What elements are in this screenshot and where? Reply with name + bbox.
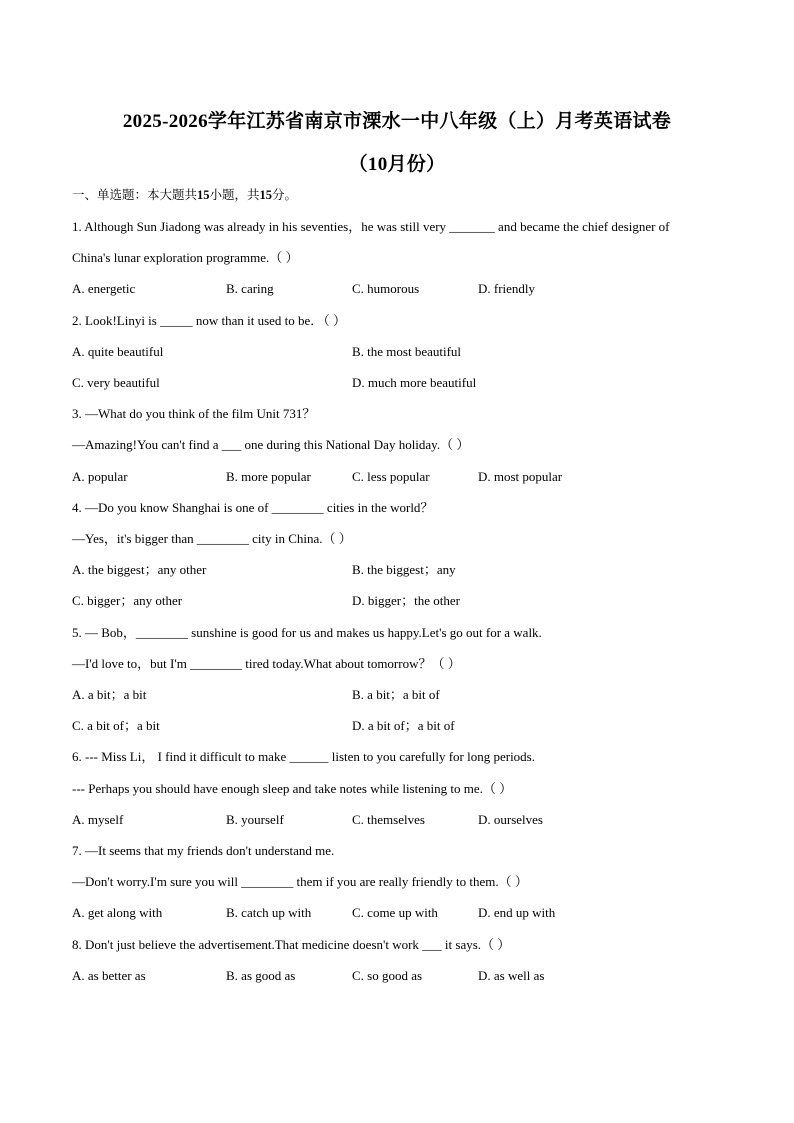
question-8-option-c: C. so good as bbox=[352, 968, 423, 983]
question-6-option-b: B. yourself bbox=[226, 812, 284, 827]
question-1-option-c: C. humorous bbox=[352, 281, 420, 296]
question-5-option-b: B. a bit；a bit of bbox=[352, 687, 440, 702]
question-3-stem-line: —Amazing!You can't find a ___ one during this National Day holiday.（ ） bbox=[72, 437, 470, 452]
question-1-option-d: D. friendly bbox=[478, 281, 536, 296]
question-6-stem-line: --- Perhaps you should have enough sleep and take notes while listening to me.（ ） bbox=[72, 781, 513, 796]
question-4-option-a: A. the biggest；any other bbox=[72, 562, 207, 577]
question-8-option-a: A. as better as bbox=[72, 968, 146, 983]
question-4-option-b: B. the biggest；any bbox=[352, 562, 456, 577]
page-subtitle: （10月份） bbox=[348, 154, 446, 175]
question-3-stem-line: 3. —What do you think of the film Unit 731？ bbox=[72, 406, 316, 421]
question-7-stem-line: 7. —It seems that my friends don't understand me. bbox=[72, 843, 335, 858]
question-2-option-d: D. much more beautiful bbox=[352, 375, 477, 390]
section-mid: 小题，共 bbox=[209, 188, 260, 202]
question-6-option-a: A. myself bbox=[72, 812, 124, 827]
section-score: 15 bbox=[259, 188, 273, 202]
question-1-option-b: B. caring bbox=[226, 281, 274, 296]
question-3-option-d: D. most popular bbox=[478, 469, 563, 484]
question-5-option-a: A. a bit；a bit bbox=[72, 687, 147, 702]
section-suffix: 分。 bbox=[272, 188, 298, 202]
question-4-stem-line: —Yes，it's bigger than ________ city in China.（ ） bbox=[72, 531, 352, 546]
question-2-option-a: A. quite beautiful bbox=[72, 344, 164, 359]
question-5-option-d: D. a bit of；a bit of bbox=[352, 718, 455, 733]
question-6-stem-line: 6. --- Miss Li， I find it difficult to make ______ listen to you carefully for long periods. bbox=[72, 749, 535, 764]
question-8-stem-line: 8. Don't just believe the advertisement.That medicine doesn't work ___ it says.（ ） bbox=[72, 937, 511, 952]
question-7-stem-line: —Don't worry.I'm sure you will ________ them if you are really friendly to them.（ ） bbox=[72, 874, 528, 889]
question-5-stem-line: —I'd love to，but I'm ________ tired today.What about tomorrow？（ ） bbox=[72, 656, 461, 671]
section-heading bbox=[72, 187, 297, 203]
question-3-option-c: C. less popular bbox=[352, 469, 430, 484]
question-8-option-d: D. as well as bbox=[478, 968, 545, 983]
question-4-stem-line: 4. —Do you know Shanghai is one of ________ cities in the world？ bbox=[72, 500, 434, 515]
question-7-option-d: D. end up with bbox=[478, 905, 556, 920]
section-prefix: 一、单选题：本大题共 bbox=[72, 188, 198, 202]
question-1-stem-line: China's lunar exploration programme.（ ） bbox=[72, 250, 299, 265]
question-4-option-c: C. bigger；any other bbox=[72, 593, 183, 608]
page-title: 2025-2026学年江苏省南京市溧水一中八年级（上）月考英语试卷 bbox=[122, 111, 672, 132]
question-3-option-b: B. more popular bbox=[226, 469, 311, 484]
question-1-stem-line: 1. Although Sun Jiadong was already in his seventies，he was still very _______ and became the chief designer of bbox=[72, 219, 670, 234]
question-2-option-b: B. the most beautiful bbox=[352, 344, 462, 359]
question-7-option-c: C. come up with bbox=[352, 905, 438, 920]
question-6-option-c: C. themselves bbox=[352, 812, 425, 827]
question-1-option-a: A. energetic bbox=[72, 281, 136, 296]
question-8-option-b: B. as good as bbox=[226, 968, 296, 983]
question-5-option-c: C. a bit of；a bit bbox=[72, 718, 160, 733]
question-7-option-b: B. catch up with bbox=[226, 905, 312, 920]
question-4-option-d: D. bigger；the other bbox=[352, 593, 460, 608]
section-question-count: 15 bbox=[197, 188, 210, 202]
question-5-stem-line: 5. — Bob，________ sunshine is good for us and makes us happy.Let's go out for a walk. bbox=[72, 625, 542, 640]
question-7-option-a: A. get along with bbox=[72, 905, 163, 920]
question-6-option-d: D. ourselves bbox=[478, 812, 543, 827]
question-2-stem-line: 2. Look!Linyi is _____ now than it used to be．（ ） bbox=[72, 313, 347, 328]
question-3-option-a: A. popular bbox=[72, 469, 128, 484]
question-2-option-c: C. very beautiful bbox=[72, 375, 160, 390]
